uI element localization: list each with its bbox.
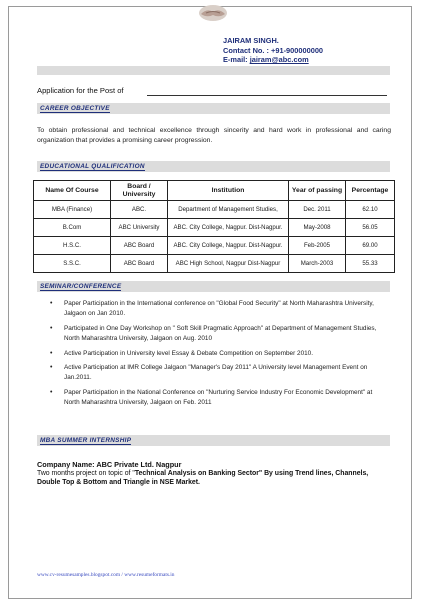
section-heading-seminar: SEMINAR/CONFERENCE — [37, 281, 390, 292]
table-row — [34, 201, 395, 219]
section-heading-education: EDUCATIONAL QUALIFICATION — [37, 161, 390, 172]
table-cell: 62.10 — [346, 201, 395, 219]
table-header-row — [34, 181, 395, 201]
table-cell: ABC Board — [111, 255, 168, 273]
table-cell: Dec. 2011 — [289, 201, 346, 219]
table-cell: May-2008 — [289, 219, 346, 237]
list-item: • Active Participation in University level Essay & Debate Competition on September 2010. — [47, 349, 387, 359]
table-cell: 56.05 — [346, 219, 395, 237]
column-header: Percentage — [346, 181, 395, 201]
table-cell: Department of Management Studies, — [168, 201, 289, 219]
section-heading-career-objective: CAREER OBJECTIVE — [37, 103, 390, 114]
bullet-icon: • — [50, 324, 53, 332]
education-table — [33, 180, 395, 273]
table-cell: 55.33 — [346, 255, 395, 273]
seminar-list — [47, 299, 387, 413]
internship-details — [37, 460, 391, 487]
handshake-logo-icon — [197, 2, 229, 24]
column-header: Board / University — [111, 181, 168, 201]
list-item: • Paper Participation in the National Conference on "Nurturing Service Industry For Economic Development" at North Maharashtra University, Jalgaon on Feb. 2011 — [50, 388, 373, 407]
list-item: • Active Participation at IMR College Jalgaon "Manager's Day 2011" A University level Management Event on Jan.2011. — [50, 364, 368, 382]
column-header: Name Of Course — [34, 181, 111, 201]
email-link[interactable]: jairam@abc.com — [249, 55, 309, 65]
table-cell: ABC Board — [111, 237, 168, 255]
table-cell: ABC. City College, Nagpur. Dist-Nagpur. — [168, 237, 289, 255]
contact-header — [223, 36, 323, 65]
candidate-name: JAIRAM SINGH. — [223, 36, 279, 45]
bullet-icon: • — [50, 388, 53, 396]
career-objective-text: To obtain professional and technical excellence through sincerity and hard work in professional and caring organization that provides a promising career progression. — [37, 127, 391, 144]
email-line: E-mail: jairam@abc.com — [223, 55, 309, 65]
table-cell: Feb-2005 — [289, 237, 346, 255]
table-cell: MBA (Finance) — [34, 201, 111, 219]
table-row — [34, 219, 395, 237]
application-post-label: Application for the Post of — [37, 86, 124, 95]
post-blank-line — [147, 95, 387, 96]
table-cell: H.S.C. — [34, 237, 111, 255]
table-cell: S.S.C. — [34, 255, 111, 273]
table-cell: ABC. — [111, 201, 168, 219]
internship-description: Two months project on topic of "Technical Analysis on Banking Sector" By using Trend lines, Channels, Double Top & Bottom and Triangle in NSE Market. — [37, 470, 369, 486]
footer-links[interactable]: www.cv-resumesamples.blogspot.com / www.resumeformats.in — [37, 572, 175, 578]
table-row — [34, 255, 395, 273]
table-row — [34, 237, 395, 255]
bullet-icon: • — [50, 349, 53, 357]
table-cell: B.Com — [34, 219, 111, 237]
bullet-icon: • — [50, 300, 53, 307]
contact-number: Contact No. : +91-900000000 — [223, 45, 324, 55]
column-header: Year of passing — [289, 181, 346, 201]
table-cell: 69.00 — [346, 237, 395, 255]
table-cell: ABC. City College, Nagpur. Dist-Nagpur. — [168, 219, 289, 237]
list-item: • Paper Participation in the International conference on "Global Food Security" at North Maharashtra University, Jalgaon on Jan 2010. — [50, 300, 374, 318]
bullet-icon: • — [50, 364, 53, 372]
table-cell: March-2003 — [289, 255, 346, 273]
table-cell: ABC University — [111, 219, 168, 237]
internship-company: Company Name: ABC Private Ltd. Nagpur — [37, 460, 182, 469]
section-heading-internship: MBA SUMMER INTERNSHIP — [37, 435, 390, 446]
header-divider-band — [37, 66, 390, 75]
column-header: Institution — [168, 181, 289, 201]
table-cell: ABC High School, Nagpur Dist-Nagpur — [168, 255, 289, 273]
list-item: • Participated in One Day Workshop on " Soft Skill Pragmatic Approach" at Department of Management Studies, North Maharashtra University, Jalgaon on Aug. 2010 — [50, 324, 377, 343]
